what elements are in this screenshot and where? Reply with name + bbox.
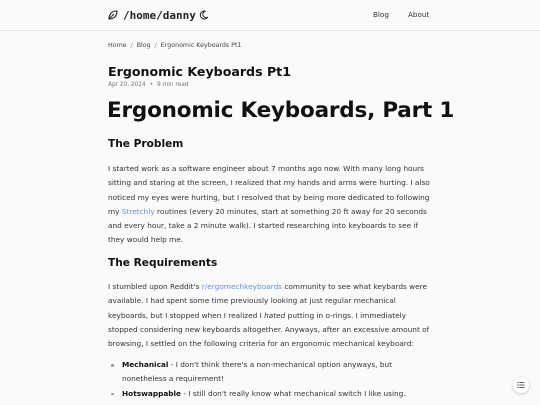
section-heading-requirements: The Requirements [108,257,218,269]
emphasis-text: hated [264,310,286,320]
post-date: Apr 20, 2024 [108,82,146,88]
section-heading-problem: The Problem [108,138,184,150]
paragraph-requirements [108,280,433,351]
subreddit-link[interactable]: r/ergomechkeyboards [201,282,283,291]
text-fragment: I stumbled upon Reddit's [108,282,202,291]
criteria-description: - I don't think there's a non-mechanical option anyways, but nonetheless a requirement! [122,360,393,384]
nav-link-about[interactable]: About [408,10,430,19]
breadcrumb-separator: / [130,42,133,49]
stretchly-link[interactable]: Stretchly [121,206,155,216]
criteria-name: Hotswappable [122,388,182,398]
site-logo-link[interactable] [108,6,196,24]
criteria-description: - I still don't really know what mechanical switch I like using. [181,388,406,398]
moon-icon[interactable] [199,10,209,20]
post-title: Ergonomic Keyboards Pt1 [108,64,291,79]
bullet-dot [111,364,114,367]
toc-button[interactable] [513,377,529,393]
meta-separator: • [149,82,154,88]
breadcrumb-blog[interactable]: Blog [136,42,151,49]
paragraph-problem [108,162,433,248]
site-title: /home/danny [123,8,196,22]
article-heading: Ergonomic Keyboards, Part 1 [107,98,455,123]
nav-link-blog[interactable]: Blog [373,10,389,19]
list-item [110,387,430,401]
text-fragment: routines (every 20 minutes, start at something 20 ft away for 20 seconds and every hour, take a 2 minute walk). I started researching into keyboards to see if they would help me. [108,206,427,245]
bullet-dot [111,393,114,396]
criteria-list [110,358,430,401]
post-meta [108,82,188,88]
breadcrumb-home[interactable]: Home [108,42,127,49]
list-item [110,358,430,387]
list-icon [517,381,525,389]
read-time: 9 min read [157,82,189,88]
breadcrumb-current: Ergonomic Keyboards Pt1 [160,42,242,49]
text-fragment: putting in o-rings. I immediately stopped considering new keyboards altogether. Anyways, after an excessive amount of browsing, I settled on the following criteria for an ergonomic mechanical keyboard: [108,310,430,349]
breadcrumb-separator: / [154,42,157,49]
text-fragment: I started work as a software engineer about 7 months ago now. With many long hours sitting and staring at the screen, I realized that my hands and arms were hurting. I also noticed my eyes were hurting, but I resolved that by being more dedicated to following my [108,164,430,216]
leaf-icon [108,10,118,20]
top-navigation-bar [0,0,540,31]
breadcrumb [108,42,241,49]
criteria-name: Mechanical [122,360,169,369]
text-fragment: community to see what keybards were available. I had spent some time previously looking at just regular mechanical keyboards, but I stopped when I realized I [108,282,428,320]
